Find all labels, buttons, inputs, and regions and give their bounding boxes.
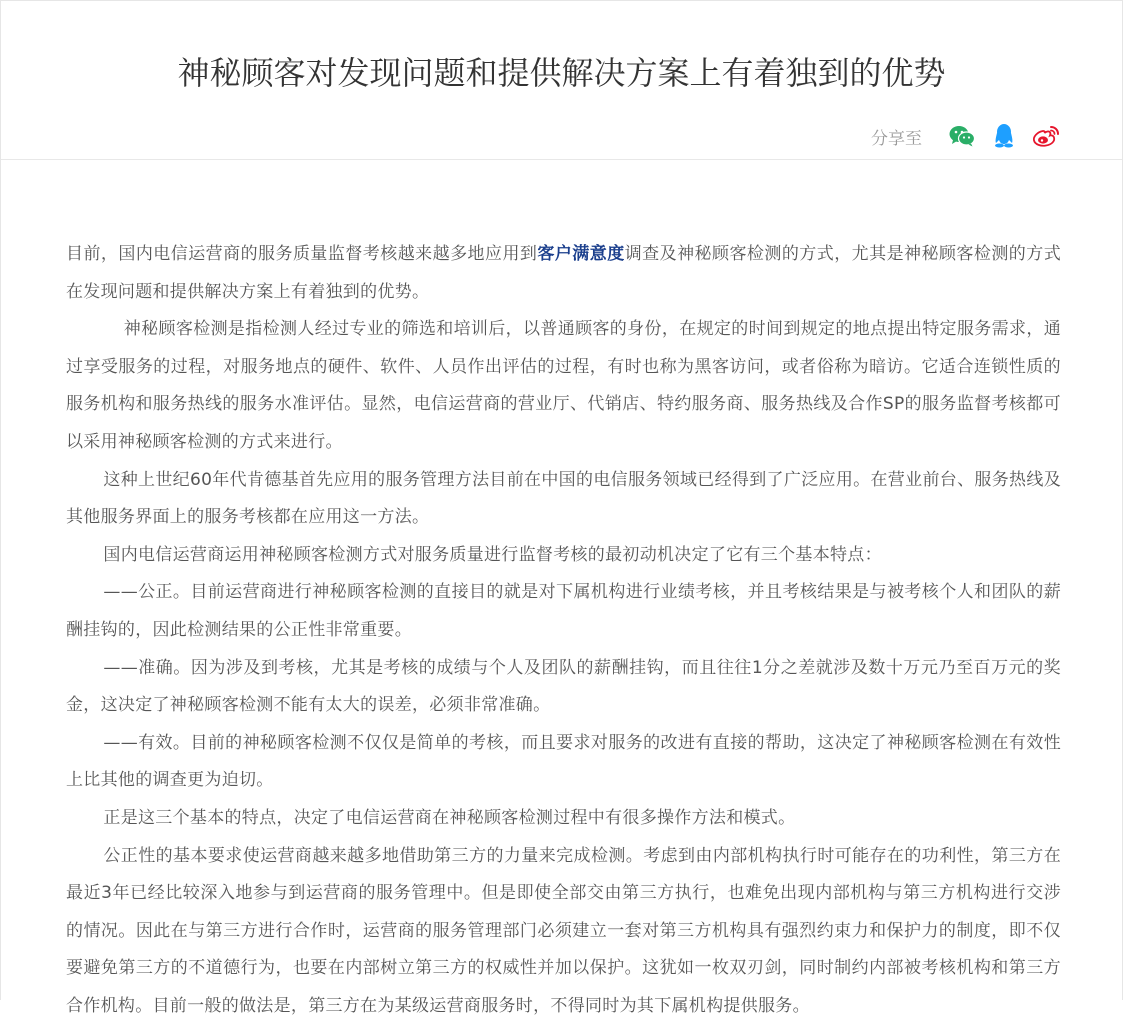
paragraph-text: 目前，国内电信运营商的服务质量监督考核越来越多地应用到 [66, 244, 537, 264]
share-bar [871, 120, 1060, 152]
paragraph: 国内电信运营商运用神秘顾客检测方式对服务质量进行监督考核的最初动机决定了它有三个基本特点： [66, 537, 1061, 575]
paragraph: ——准确。因为涉及到考核，尤其是考核的成绩与个人及团队的薪酬挂钩，而且往往1分之差就涉及数十万元乃至百万元的奖金，这决定了神秘顾客检测不能有太大的误差，必须非常准确。 [66, 650, 1061, 725]
paragraph: 正是这三个基本的特点，决定了电信运营商在神秘顾客检测过程中有很多操作方法和模式。 [66, 800, 1061, 838]
article-body [66, 236, 1061, 1025]
wechat-icon[interactable] [948, 122, 976, 150]
article-header [1, 1, 1122, 160]
paragraph: ——公正。目前运营商进行神秘顾客检测的直接目的就是对下属机构进行业绩考核，并且考核结果是与被考核个人和团队的薪酬挂钩的，因此检测结果的公正性非常重要。 [66, 574, 1061, 649]
paragraph-text: 调查及神秘顾客检测的方式，尤其是神秘顾客检测的方式在发现问题和提供解决方案上有着独到的优势。 [66, 244, 1061, 302]
customer-satisfaction-link[interactable]: 客户满意度 [537, 244, 624, 264]
weibo-icon[interactable] [1032, 122, 1060, 150]
paragraph: 公正性的基本要求使运营商越来越多地借助第三方的力量来完成检测。考虑到由内部机构执行时可能存在的功利性，第三方在最近3年已经比较深入地参与到运营商的服务管理中。但是即使全部交由第三方执行，也难免出现内部机构与第三方机构进行交涉的情况。因此在与第三方进行合作时，运营商的服务管理部门必须建立一套对第三方机构具有强烈约束力和保护力的制度，即不仅要避免第三方的不道德行为，也要在内部树立第三方的权威性并加以保护。这犹如一枚双刃剑，同时制约内部被考核机构和第三方合作机构。目前一般的做法是，第三方在为某级运营商服务时，不得同时为其下属机构提供服务。 [66, 838, 1061, 1025]
qq-icon[interactable] [990, 122, 1018, 150]
paragraph-intro [66, 236, 1061, 311]
share-label: 分享至 [871, 124, 922, 149]
article-title: 神秘顾客对发现问题和提供解决方案上有着独到的优势 [1, 51, 1122, 95]
paragraph: ——有效。目前的神秘顾客检测不仅仅是简单的考核，而且要求对服务的改进有直接的帮助，这决定了神秘顾客检测在有效性上比其他的调查更为迫切。 [66, 725, 1061, 800]
paragraph: 这种上世纪60年代肯德基首先应用的服务管理方法目前在中国的电信服务领域已经得到了广泛应用。在营业前台、服务热线及其他服务界面上的服务考核都在应用这一方法。 [66, 462, 1061, 537]
paragraph: 神秘顾客检测是指检测人经过专业的筛选和培训后，以普通顾客的身份，在规定的时间到规定的地点提出特定服务需求，通过享受服务的过程，对服务地点的硬件、软件、人员作出评估的过程，有时也称为黑客访问，或者俗称为暗访。它适合连锁性质的服务机构和服务热线的服务水准评估。显然，电信运营商的营业厅、代销店、特约服务商、服务热线及合作SP的服务监督考核都可以采用神秘顾客检测的方式来进行。 [66, 311, 1061, 461]
